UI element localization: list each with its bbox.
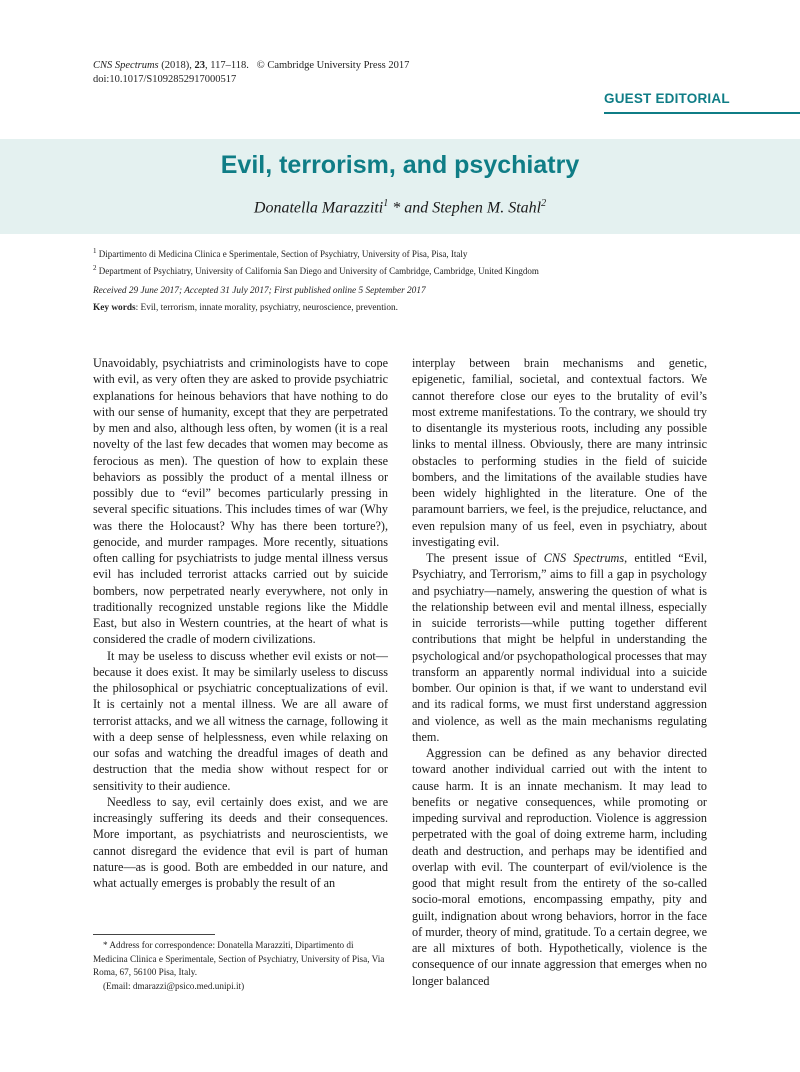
keywords xyxy=(93,303,398,313)
copyright: © Cambridge University Press 2017 xyxy=(256,60,410,71)
affiliation-text: Department of Psychiatry, University of California San Diego and University of Cambridge, Cambridge, United Kingdom xyxy=(96,265,539,276)
footnote-address: * Address for correspondence: Donatella Marazziti, Dipartimento di Medicina Clinica e Sperimentale, Section of Psychiatry, University of Pisa, Via Roma, 67, 56100 Pisa, Italy. xyxy=(93,940,385,978)
journal-year: (2018), xyxy=(158,60,195,71)
footnote-email[interactable]: (Email: dmarazzi@psico.med.unipi.it) xyxy=(103,980,245,991)
body-paragraph xyxy=(412,550,707,745)
footnote-rule xyxy=(93,934,215,935)
footnote xyxy=(93,939,388,993)
body-column-left xyxy=(93,355,388,891)
affiliation-number: 2 xyxy=(93,263,97,272)
journal-name: CNS Spectrums xyxy=(93,60,159,71)
affiliation-marker: 2 xyxy=(541,198,547,209)
affiliation-marker: 1 xyxy=(383,198,389,209)
publication-dates: Received 29 June 2017; Accepted 31 July 2017; First published online 5 September 2017 xyxy=(93,286,426,296)
citation-line xyxy=(93,59,409,73)
affiliation-number: 1 xyxy=(93,247,97,255)
keywords-label: Key words xyxy=(93,303,136,313)
journal-name-inline: CNS Spectrums xyxy=(543,551,625,565)
affiliation-item xyxy=(93,245,539,262)
affiliations xyxy=(93,245,539,278)
journal-volume: 23 xyxy=(194,60,205,71)
journal-pages: , 117–118. xyxy=(205,60,249,71)
affiliation-text: Dipartimento di Medicina Clinica e Sperimentale, Section of Psychiatry, University of Pisa, Pisa, Italy xyxy=(96,249,468,259)
doi[interactable]: doi:10.1017/S1092852917000517 xyxy=(93,74,237,85)
body-column-right xyxy=(412,355,707,989)
journal-citation xyxy=(93,59,409,87)
correspondence-marker: * xyxy=(388,199,401,217)
affiliation-item xyxy=(93,262,539,279)
paragraph-text: , entitled “Evil, Psychiatry, and Terrorism,” aims to fill a gap in psychology and psychiatry—namely, answering the question of what is the relationship between evil and mental illness, especially in suicide terrorists—while putting together different contributions that might be helpful in understanding the psychological and/or psychopathological processes that may transform an apparently normal individual into a suicide bomber. Our opinion is that, if we want to understand evil and its radical forms, we must first understand aggression and violence, as well as the main mechanisms regulating them. xyxy=(412,551,707,744)
author-conjunction: and xyxy=(400,199,433,217)
body-paragraph: Needless to say, evil certainly does exist, and we are increasingly suffering its deeds and their consequences. More important, as psychiatrists and neuroscientists, we cannot disregard the evidence that evil is part of human nature—as is good. Both are embedded in our nature, and what actually emerges is probably the result of an xyxy=(93,794,388,890)
author-name[interactable]: Donatella Marazziti xyxy=(253,199,384,217)
body-paragraph: interplay between brain mechanisms and genetic, epigenetic, familial, societal, and contextual factors. We cannot therefore close our eyes to the brutality of evil’s most extreme manifestations. To the contrary, we should try to disentangle its mysterious roots, including any possible links to mental illness. Obviously, there are many intrinsic obstacles to performing studies in the field of suicide bombers, and the limitations of the available studies have been widely highlighted in the literature. One of the paramount barriers, we feel, is the prejudice, reluctance, and even repulsion many of us feel, even in psychiatry, about investigating evil. xyxy=(412,356,707,549)
paragraph-text: The present issue of xyxy=(426,551,544,565)
body-paragraph: Aggression can be defined as any behavior directed toward another individual carried out with the intent to cause harm. It is an innate mechanism. It may lead to benefits or negative consequences, while promoting or impeding survival and reproduction. Violence is aggression perpetrated with the goal of doing extreme harm, including death and destruction, and perhaps may be identified and overlap with evil. The counterpart of evil/violence is the good that might result from the entirety of the so-called socio-moral emotions, encompassing empathy, pity and guilt, indignation about wrong behaviors, horror in the face of murder, theory of mind, gratitude. To a certain degree, we are all mixtures of both. Hypothetically, violence is the consequence of our innate aggression that emerges when no longer balanced xyxy=(412,746,707,988)
author-line xyxy=(0,198,800,217)
section-label: GUEST EDITORIAL xyxy=(604,91,800,114)
author-name[interactable]: Stephen M. Stahl xyxy=(432,199,542,217)
body-paragraph: Unavoidably, psychiatrists and criminologists have to cope with evil, as very often they are asked to provide psychiatric explanations for heinous behaviors that have nothing to do with our sense of humanity, except that they are perpetrated by men and also, although less often, by women (it is a real novelty of the last few decades that women may become as ferocious as men). The question of how to explain these behaviors as possibly the product of a mental illness or possibly due to “evil” becomes particularly pressing in several specific situations. This includes times of war (Why was there the Holocaust? Why has there been torture?), genocide, and murder rampages. More recently, situations often calling for psychiatrists to judge mental illness versus evil has included terrorist attacks carried out by suicide bombers, now perpetrated nearly everywhere, not only in traditionally recognized unstable regions like the Middle East, but also in Western countries, at the heart of what is considered the cradle of modern civilizations. xyxy=(93,356,388,647)
body-paragraph: It may be useless to discuss whether evil exists or not—because it does exist. It may be similarly useless to discuss the philosophical or psychiatric conceptualizations of evil. It is certainly not a mental illness. We are all aware of terrorist attacks, and we all witness the carnage, following it with a deep sense of helplessness, even while relaxing on our sofas and watching the dreadful images of death and destruction that the media show without respect for or sensitivity to their audience. xyxy=(93,648,388,793)
keywords-text: : Evil, terrorism, innate morality, psychiatry, neuroscience, prevention. xyxy=(135,303,398,313)
article-title: Evil, terrorism, and psychiatry xyxy=(220,151,580,179)
